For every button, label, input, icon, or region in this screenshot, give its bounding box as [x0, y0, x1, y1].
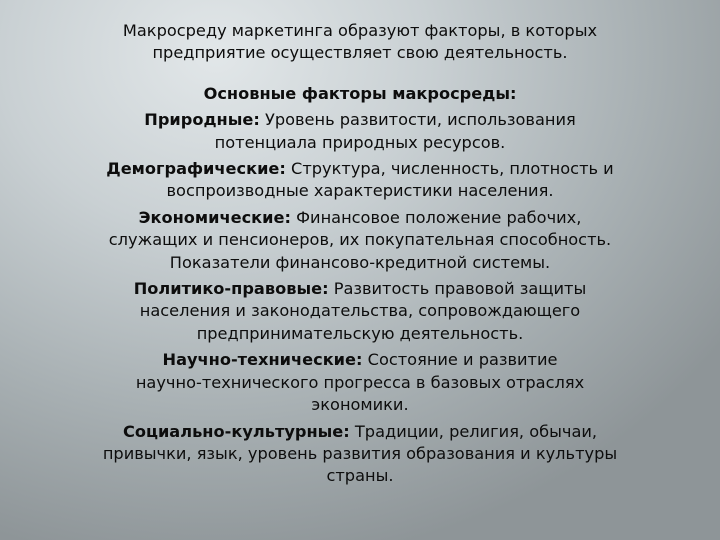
factor-text: Финансовое положение рабочих, [296, 207, 582, 227]
factor-text: Развитость правовой защиты [333, 279, 587, 299]
factor-demographic [30, 158, 690, 203]
intro-paragraph [30, 20, 690, 65]
factor-text: предпринимательскую деятельность. [196, 323, 524, 343]
factor-text: Структура, численность, плотность и [291, 159, 614, 179]
factor-political-legal [30, 278, 690, 345]
factor-label: Демографические: [106, 159, 286, 179]
factor-label: Природные: [144, 110, 260, 130]
factor-text: привычки, язык, уровень развития образования и культуры [102, 443, 618, 463]
factor-label: Экономические: [138, 207, 291, 227]
factor-socio-cultural [30, 421, 690, 488]
factor-text: Уровень развитости, использования [264, 110, 576, 130]
factor-text: научно-технического прогресса в базовых отраслях [135, 372, 585, 392]
intro-line: Макросреду маркетинга образуют факторы, в которых [122, 21, 598, 40]
factor-text: населения и законодательства, сопровождающего [139, 301, 581, 321]
factor-natural [30, 109, 690, 154]
factor-text: экономики. [311, 395, 409, 415]
section-heading: Основные факторы макросреды: [203, 83, 517, 103]
factor-text: Показатели финансово-кредитной системы. [169, 252, 551, 272]
factor-text: служащих и пенсионеров, их покупательная способность. [108, 230, 612, 250]
factor-text: Традиции, религия, обычаи, [354, 421, 598, 441]
intro-line: предприятие осуществляет свою деятельность. [152, 43, 568, 63]
factor-text: страны. [326, 466, 394, 486]
factor-label: Научно-технические: [162, 350, 363, 370]
factor-scientific-technical [30, 349, 690, 416]
factor-label: Социально-культурные: [122, 421, 350, 441]
factor-label: Политико-правовые: [133, 279, 329, 299]
factor-economic [30, 207, 690, 274]
factor-text: потенциала природных ресурсов. [214, 132, 506, 152]
factor-text: Состояние и развитие [367, 350, 558, 370]
factor-text: воспроизводные характеристики населения. [166, 181, 554, 201]
slide-content [30, 20, 690, 488]
